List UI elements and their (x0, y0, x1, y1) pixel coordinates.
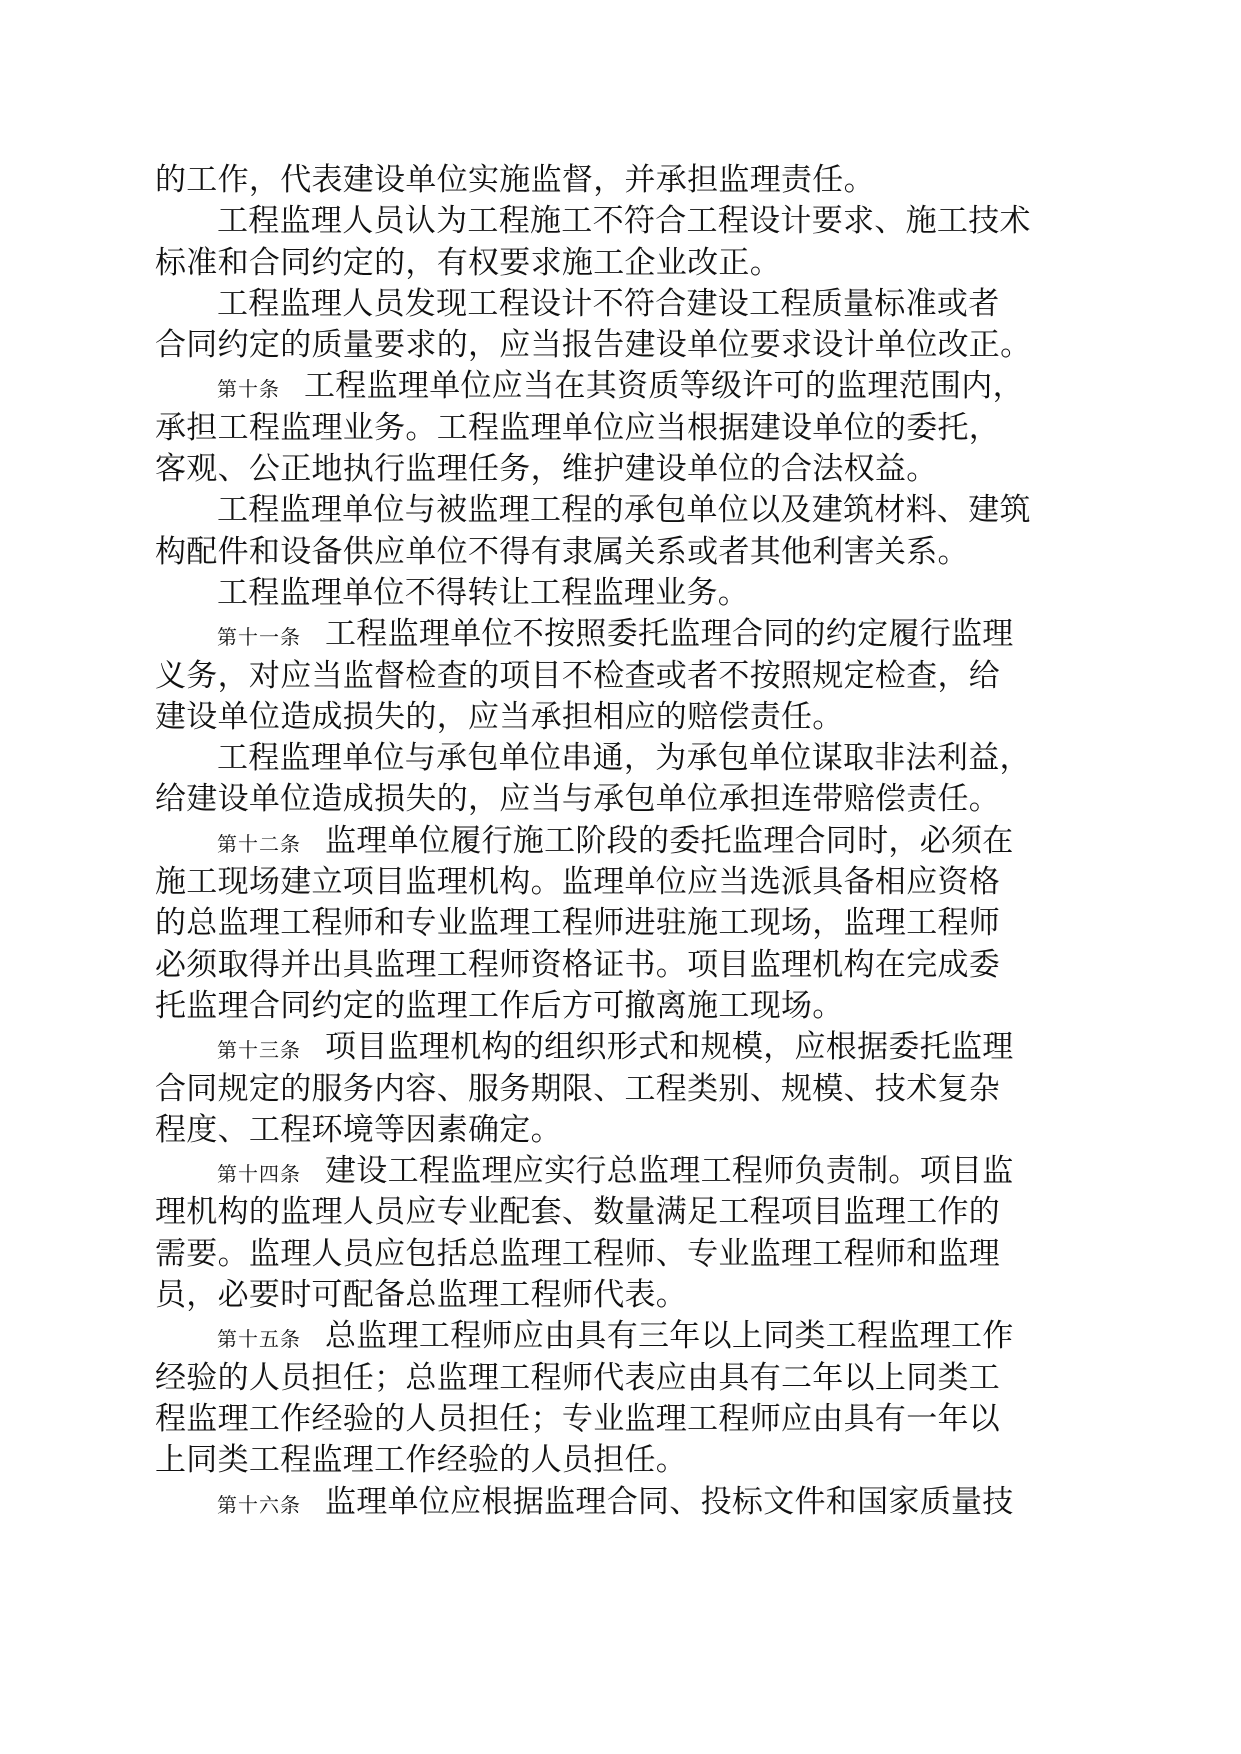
line-text: 程监理工作经验的人员担任；专业监理工程师应由具有一年以 (155, 1400, 1001, 1437)
paragraph-line (155, 284, 1075, 325)
line-text: 需要。监理人员应包括总监理工程师、专业监理工程师和监理 (155, 1235, 1001, 1272)
line-text: 监理单位应根据监理合同、投标文件和国家质量技 (325, 1483, 1014, 1520)
paragraph-line (155, 738, 1075, 779)
line-text: 施工现场建立项目监理机构。监理单位应当选派具备相应资格 (155, 864, 1001, 901)
paragraph-line (155, 408, 1075, 449)
paragraph-line (155, 862, 1075, 903)
paragraph-line (155, 490, 1075, 531)
line-text: 客观、公正地执行监理任务，维护建设单位的合法权益。 (155, 451, 938, 488)
line-text: 工程监理人员认为工程施工不符合工程设计要求、施工技术 (217, 203, 1031, 240)
line-text: 工程监理单位与被监理工程的承包单位以及建筑材料、建筑 (217, 492, 1031, 529)
article-first-line (155, 821, 1075, 862)
line-text: 员，必要时可配备总监理工程师代表。 (155, 1277, 688, 1314)
article-number: 第十六条 (217, 1492, 301, 1517)
line-text: 建设工程监理应实行总监理工程师负责制。项目监 (325, 1153, 1014, 1190)
paragraph-line (155, 449, 1075, 490)
line-text: 合同规定的服务内容、服务期限、工程类别、规模、技术复杂 (155, 1070, 1001, 1107)
line-text: 义务，对应当监督检查的项目不检查或者不按照规定检查，给 (155, 657, 1001, 694)
article-number: 第十一条 (217, 625, 301, 650)
line-text: 的工作，代表建设单位实施监督，并承担监理责任。 (155, 162, 875, 198)
line-text: 工程监理单位与承包单位串通，为承包单位谋取非法利益， (217, 740, 1031, 777)
article-first-line (155, 614, 1075, 655)
article-first-line (155, 1151, 1075, 1192)
line-text: 工程监理人员发现工程设计不符合建设工程质量标准或者 (217, 285, 1000, 322)
paragraph-line (155, 1192, 1075, 1233)
line-text: 监理单位履行施工阶段的委托监理合同时，必须在 (325, 822, 1014, 859)
line-text: 工程监理单位不得转让工程监理业务。 (217, 574, 750, 611)
paragraph-line (155, 243, 1075, 284)
line-text: 理机构的监理人员应专业配套、数量满足工程项目监理工作的 (155, 1194, 1001, 1231)
article-number: 第十三条 (217, 1038, 301, 1063)
paragraph-line (155, 697, 1075, 738)
paragraph-line (155, 325, 1075, 366)
line-text: 给建设单位造成损失的，应当与承包单位承担连带赔偿责任。 (155, 781, 1001, 818)
paragraph-line (155, 532, 1075, 573)
paragraph-line (155, 1069, 1075, 1110)
paragraph-line (155, 903, 1075, 944)
line-text: 工程监理单位应当在其资质等级许可的监理范围内， (304, 368, 1024, 405)
line-text: 上同类工程监理工作经验的人员担任。 (155, 1442, 688, 1479)
article-first-line (155, 1482, 1075, 1523)
paragraph-line (155, 986, 1075, 1027)
paragraph-line (155, 1110, 1075, 1151)
line-text: 标准和合同约定的，有权要求施工企业改正。 (155, 244, 781, 281)
paragraph-line (155, 1440, 1075, 1481)
paragraph-line (155, 1234, 1075, 1275)
line-text: 程度、工程环境等因素确定。 (155, 1111, 562, 1148)
line-text: 总监理工程师应由具有三年以上同类工程监理工作 (325, 1318, 1014, 1355)
line-text: 托监理合同约定的监理工作后方可撤离施工现场。 (155, 987, 844, 1024)
article-first-line (155, 1027, 1075, 1068)
paragraph-line (155, 945, 1075, 986)
article-number: 第十四条 (217, 1162, 301, 1187)
paragraph-line (155, 779, 1075, 820)
article-first-line (155, 1316, 1075, 1357)
line-text: 建设单位造成损失的，应当承担相应的赔偿责任。 (155, 698, 844, 735)
line-text: 的总监理工程师和专业监理工程师进驻施工现场，监理工程师 (155, 905, 1001, 942)
article-first-line (155, 366, 1075, 407)
article-number: 第十条 (217, 377, 280, 402)
line-text: 承担工程监理业务。工程监理单位应当根据建设单位的委托， (155, 409, 1001, 446)
article-number: 第十五条 (217, 1327, 301, 1352)
paragraph-line (155, 656, 1075, 697)
paragraph-line (155, 1275, 1075, 1316)
line-text: 合同约定的质量要求的，应当报告建设单位要求设计单位改正。 (155, 327, 1032, 364)
paragraph-line (155, 160, 1075, 201)
paragraph-line (155, 573, 1075, 614)
line-text: 项目监理机构的组织形式和规模，应根据委托监理 (325, 1029, 1014, 1066)
paragraph-line (155, 1399, 1075, 1440)
article-number: 第十二条 (217, 831, 301, 856)
document-body (155, 160, 1075, 1523)
line-text: 工程监理单位不按照委托监理合同的约定履行监理 (325, 616, 1014, 653)
line-text: 构配件和设备供应单位不得有隶属关系或者其他利害关系。 (155, 533, 969, 570)
line-text: 经验的人员担任；总监理工程师代表应由具有二年以上同类工 (155, 1359, 1001, 1396)
paragraph-line (155, 201, 1075, 242)
paragraph-line (155, 1358, 1075, 1399)
line-text: 必须取得并出具监理工程师资格证书。项目监理机构在完成委 (155, 946, 1001, 983)
